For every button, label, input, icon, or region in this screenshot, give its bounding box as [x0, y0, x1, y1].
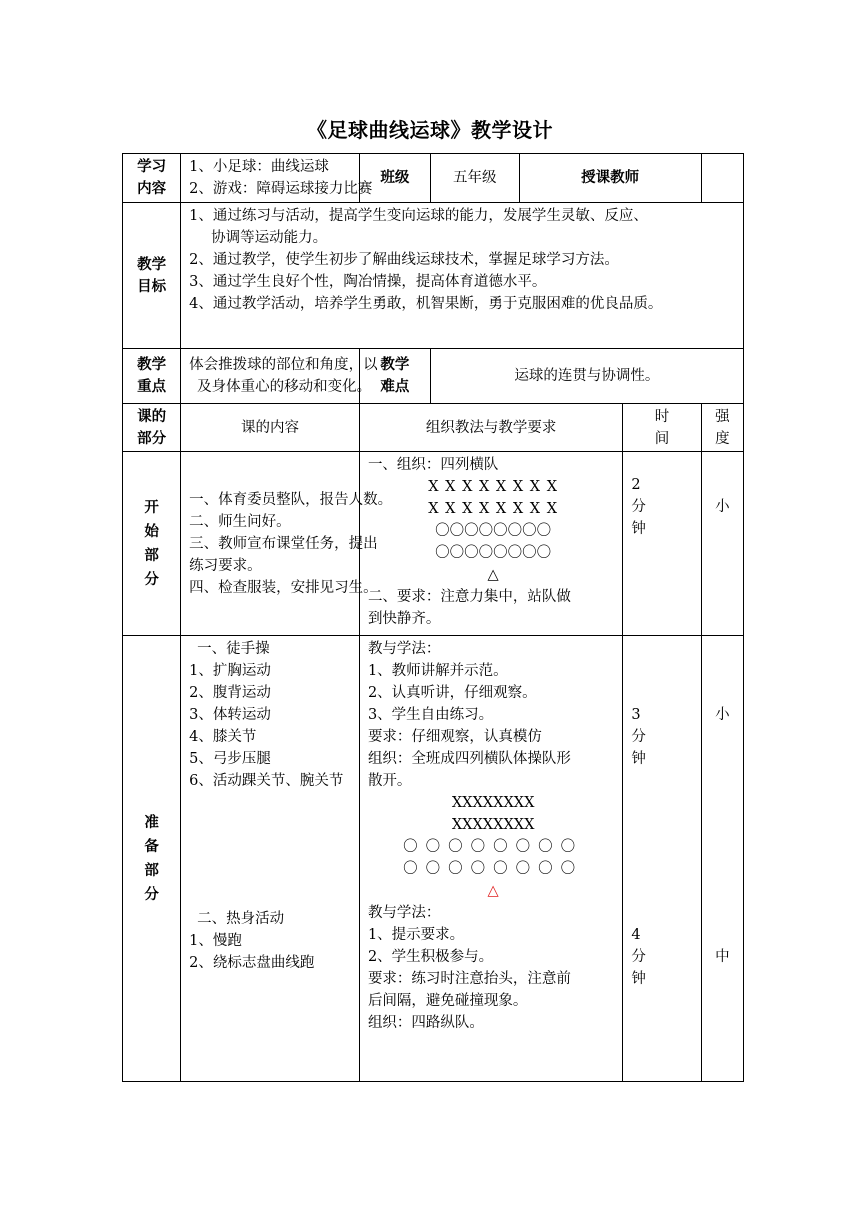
row-section-header — [123, 404, 744, 452]
label-key-point: 教学 重点 — [123, 349, 181, 404]
header-time: 时 间 — [623, 404, 701, 452]
page-title: 《足球曲线运球》教学设计 — [307, 118, 553, 142]
label-difficulty: 教学 难点 — [359, 349, 430, 404]
start-formation: X X X X X X X X X X X X X X X X 〇〇〇〇〇〇〇〇 〇〇〇〇〇〇〇〇 △ — [368, 476, 618, 586]
teaching-goals-cell: 1、通过练习与活动，提高学生变向运球的能力，发展学生灵敏、反应、 协调等运动能力。 2、通过教学，使学生初步了解曲线运球技术，掌握足球学习方法。 3、通过学生良好个性，陶冶情操，提高体育道德水平。 4、通过教学活动，培养学生勇敢，机智果断，勇于克服困难的优良品质。 — [181, 203, 744, 349]
label-class: 班级 — [359, 154, 430, 203]
class-value: 五年级 — [430, 154, 519, 203]
label-teaching-goals: 教学 目标 — [123, 203, 181, 349]
teacher-value — [701, 154, 743, 203]
start-intensity-cell: 小 — [701, 452, 743, 636]
label-learning-content: 学习 内容 — [123, 154, 181, 203]
learning-content-cell: 1、小足球：曲线运球 2、游戏：障碍运球接力比赛 — [181, 154, 360, 203]
difficulty-value: 运球的连贯与协调性。 — [430, 349, 743, 404]
header-method: 组织教法与教学要求 — [359, 404, 622, 452]
prep-formation: XXXXXXXX XXXXXXXX 〇〇〇〇〇〇〇〇 〇〇〇〇〇〇〇〇 △ — [368, 792, 618, 902]
teacher-triangle-red-icon: △ — [487, 883, 499, 899]
row-key-points — [123, 349, 744, 404]
prep-intensity-cell: 小 中 — [701, 636, 743, 1082]
prep-part-label: 准 备 部 分 — [123, 636, 181, 1082]
prep-content-cell: 一、徒手操 1、扩胸运动 2、腹背运动 3、体转运动 4、膝关节 5、弓步压腿 6、活动踝关节、腕关节 二、热身活动 1、慢跑 2、绕标志盘曲线跑 — [181, 636, 360, 1082]
lesson-plan-table — [122, 153, 744, 1082]
teacher-triangle-icon: △ — [487, 567, 499, 583]
start-part-label: 开 始 部 分 — [123, 452, 181, 636]
prep-time-cell: 3 分 钟 4 分 钟 — [623, 636, 701, 1082]
start-content-cell: 一、体育委员整队，报告人数。 二、师生问好。 三、教师宣布课堂任务，提出 练习要求。 四、检查服装，安排见习生。 — [181, 452, 360, 636]
row-learning-content — [123, 154, 744, 203]
header-part: 课的 部分 — [123, 404, 181, 452]
row-start-section — [123, 452, 744, 636]
start-time-cell: 2 分 钟 — [623, 452, 701, 636]
key-point-cell: 体会推拨球的部位和角度，以 及身体重心的移动和变化。 — [181, 349, 360, 404]
row-prep-section — [123, 636, 744, 1082]
label-teacher: 授课教师 — [519, 154, 701, 203]
row-teaching-goals — [123, 203, 744, 349]
header-intensity: 强 度 — [701, 404, 743, 452]
prep-method-cell: 教与学法： 1、教师讲解并示范。 2、认真听讲，仔细观察。 3、学生自由练习。 要求：仔细观察，认真模仿 组织：全班成四列横队体操队形 散开。 XXXXXXXX XXXXXXXX 〇〇〇〇〇〇〇〇 〇〇〇〇〇〇〇〇 △ 教与学法： 1、提示要求。 2、学生积极参与。 要求：练习时注意抬头，注意前 后间隔，避免碰撞现象。 组织：四路纵队。 — [359, 636, 622, 1082]
header-content: 课的内容 — [181, 404, 360, 452]
start-method-cell: 一、组织：四列横队 X X X X X X X X X X X X X X X X 〇〇〇〇〇〇〇〇 〇〇〇〇〇〇〇〇 △ 二、要求：注意力集中，站队做 到快静齐。 — [359, 452, 622, 636]
